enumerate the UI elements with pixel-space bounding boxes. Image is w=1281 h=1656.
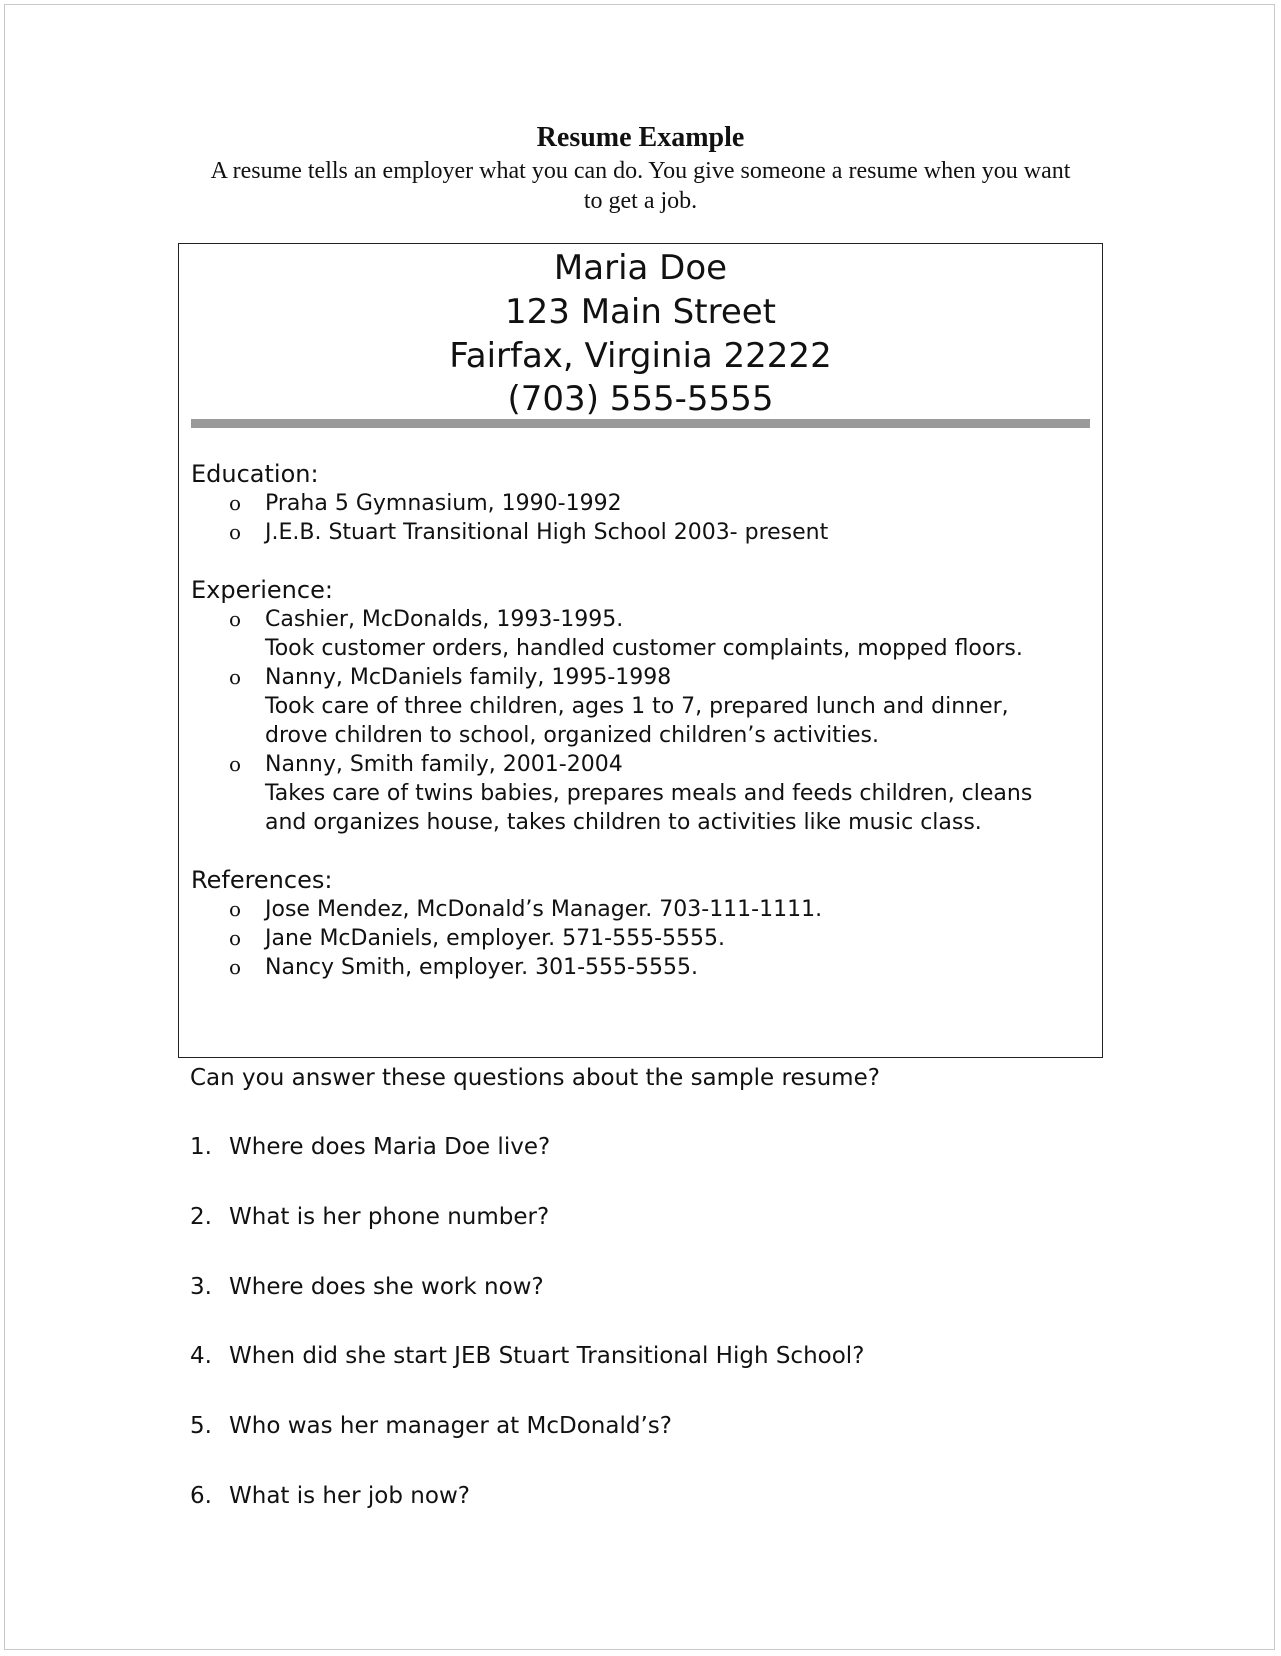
experience-heading: Experience: — [191, 576, 333, 604]
question-number: 1. — [190, 1134, 212, 1160]
resume-street: 123 Main Street — [505, 292, 776, 332]
bullet-icon: o — [229, 607, 242, 631]
experience-desc: drove children to school, organized children’s activities. — [265, 723, 879, 748]
question-number: 3. — [190, 1274, 212, 1300]
question-number: 5. — [190, 1413, 212, 1439]
bullet-icon: o — [229, 665, 242, 689]
bullet-icon: o — [229, 752, 242, 776]
experience-title: Nanny, McDaniels family, 1995-1998 — [265, 665, 672, 690]
experience-title: Nanny, Smith family, 2001-2004 — [265, 752, 623, 777]
question-number: 4. — [190, 1343, 212, 1369]
experience-title: Cashier, McDonalds, 1993-1995. — [265, 607, 624, 632]
bullet-icon: o — [229, 897, 242, 921]
question-text: Where does Maria Doe live? — [229, 1134, 551, 1160]
education-item: J.E.B. Stuart Transitional High School 2003- present — [265, 520, 829, 545]
document-intro: A resume tells an employer what you can do. You give someone a resume when you want to get a job. — [210, 158, 1071, 214]
resume-city: Fairfax, Virginia 22222 — [449, 336, 832, 376]
header-divider — [191, 419, 1090, 428]
bullet-icon: o — [229, 491, 242, 515]
questions-intro: Can you answer these questions about the sample resume? — [190, 1065, 880, 1091]
bullet-icon: o — [229, 926, 242, 950]
question-text: Where does she work now? — [229, 1274, 544, 1300]
experience-desc: Took care of three children, ages 1 to 7, prepared lunch and dinner, — [265, 694, 1009, 719]
resume-name: Maria Doe — [553, 248, 728, 288]
resume-box — [178, 243, 1103, 1058]
question-text: What is her job now? — [229, 1483, 470, 1509]
experience-desc: Takes care of twins babies, prepares meals and feeds children, cleans — [265, 781, 1033, 806]
resume-phone: (703) 555-5555 — [507, 379, 774, 419]
experience-desc: and organizes house, takes children to activities like music class. — [265, 810, 982, 835]
question-number: 6. — [190, 1483, 212, 1509]
question-text: What is her phone number? — [229, 1204, 550, 1230]
question-text: When did she start JEB Stuart Transitional High School? — [229, 1343, 865, 1369]
question-number: 2. — [190, 1204, 212, 1230]
document-title: Resume Example — [536, 122, 745, 153]
reference-item: Jose Mendez, McDonald’s Manager. 703-111-1111. — [265, 897, 823, 922]
references-heading: References: — [191, 866, 333, 894]
question-text: Who was her manager at McDonald’s? — [229, 1413, 672, 1439]
education-heading: Education: — [191, 460, 319, 488]
bullet-icon: o — [229, 520, 242, 544]
education-item: Praha 5 Gymnasium, 1990-1992 — [265, 491, 622, 516]
reference-item: Jane McDaniels, employer. 571-555-5555. — [265, 926, 726, 951]
reference-item: Nancy Smith, employer. 301-555-5555. — [265, 955, 698, 980]
experience-desc: Took customer orders, handled customer complaints, mopped floors. — [265, 636, 1023, 661]
bullet-icon: o — [229, 955, 242, 979]
